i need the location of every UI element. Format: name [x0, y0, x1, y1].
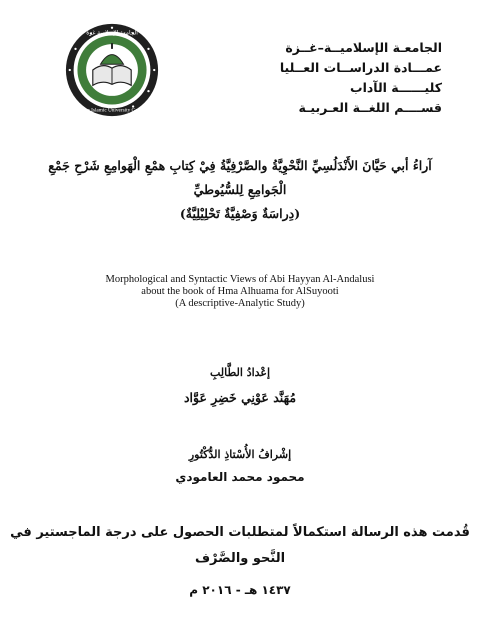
thesis-line1: قُدمت هذه الرسالة استكمالاً لمتطلبات الحصول على درجة الماجستير في — [10, 525, 470, 540]
student-name: مُهَنَّد عَوْنِي خَضِرِ عَوَّاد — [183, 390, 297, 405]
supervisor-label: إشْرافُ الأُسْتاذِ الدُّكْتُورِ — [188, 448, 292, 461]
supervisor-name: محمود محمد العامودي — [175, 470, 305, 484]
deanship-name: عمـــادة الدراســات العــليا — [279, 60, 442, 75]
arabic-title-line1: آراءُ أبي حَيَّانَ الأَنْدَلُسِيِّ النَّحْوِيَّةُ والصَّرْفِيَّةُ فِيْ كِتابِ همْعِ الْهَوامِعِ شَرْحِ جَمْعِ — [48, 158, 432, 173]
thesis-statement — [0, 520, 480, 572]
student-label: إعْدادُ الطَّالِبِ — [209, 366, 271, 379]
logo-arabic-text: الجامعة الإسلامية غزة — [86, 30, 138, 37]
university-logo-icon — [64, 22, 160, 118]
english-title-line2: about the book of Hma Alhuama for AlSuyooti — [141, 286, 339, 297]
university-header — [242, 38, 442, 118]
date: ١٤٣٧ هـ - ٢٠١٦ م — [189, 583, 291, 597]
university-name: الجامعـة الإسلاميــة–غــزة — [285, 40, 442, 55]
arabic-title-line2: الْجَوامِعِ لِلسُّيُوطيِّ — [193, 182, 287, 197]
arabic-title-line3: (دِراسَةٌ وَصْفِيَّةٌ تَحْلِيْلِيَّةٌ) — [179, 206, 301, 221]
english-title-line1: Morphological and Syntactic Views of Abi Hayyan Al-Andalusi — [105, 274, 375, 285]
english-title-line3: (A descriptive-Analytic Study) — [175, 298, 305, 309]
logo-english-text: The Islamic University Gaza — [81, 107, 143, 114]
faculty-name: كليــــــة الآداب — [350, 80, 442, 95]
arabic-title — [0, 154, 480, 226]
english-title — [0, 274, 480, 310]
thesis-line2: النَّحو والصَّرْف — [194, 551, 286, 566]
department-name: قســــم اللغــة العـربيـة — [298, 100, 442, 115]
